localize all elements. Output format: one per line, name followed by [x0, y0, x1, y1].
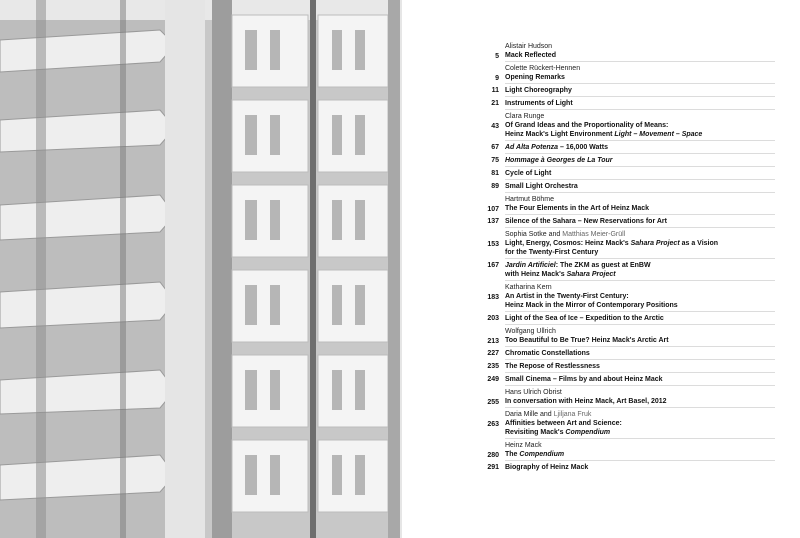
entry-title: Mack Reflected — [505, 52, 556, 59]
artwork-title: Sahara Project — [566, 271, 616, 278]
coauthor-name: Matthias Meier-Grüll — [562, 231, 626, 238]
title-text: Heinz Mack's Light Environment — [505, 131, 615, 138]
page-number: 75 — [491, 157, 499, 164]
entry-title-line — [505, 270, 775, 279]
entry-title: The Repose of Restlessness — [505, 363, 600, 370]
entry-title: Cycle of Light — [505, 170, 552, 177]
title-text: Light, Energy, Cosmos: Heinz Mack's — [505, 240, 631, 247]
toc-entry[interactable] — [491, 180, 775, 193]
entry-title: In conversation with Heinz Mack, Art Basel, 2012 — [505, 398, 667, 405]
title-text: Revisiting Mack's — [505, 429, 566, 436]
toc-entry[interactable] — [491, 110, 775, 141]
entry-title — [505, 450, 775, 459]
artwork-title: Light – Movement – Space — [614, 131, 703, 138]
page-number: 235 — [487, 363, 499, 370]
author-name: Daria Mille — [505, 411, 539, 418]
artwork-title: Hommage à Georges de La Tour — [505, 157, 613, 164]
coauthor-name: Ljiljana Fruk — [553, 411, 592, 418]
toc-entry[interactable] — [491, 154, 775, 167]
entry-title: Light Choreography — [505, 87, 572, 94]
author-joiner: and — [538, 411, 554, 418]
toc-entry[interactable] — [487, 461, 775, 473]
entry-title: Too Beautiful to Be True? Heinz Mack's Arctic Art — [505, 337, 669, 344]
entry-title: Light of the Sea of Ice – Expedition to the Arctic — [505, 315, 664, 322]
artwork-title: Ad Alta Potenza — [505, 144, 559, 151]
toc-entry[interactable] — [491, 167, 775, 180]
page-number: 137 — [487, 218, 499, 225]
entry-author: Heinz Mack — [505, 442, 542, 449]
page-number: 213 — [487, 338, 499, 345]
toc-entry[interactable] — [487, 259, 775, 281]
page-number: 67 — [491, 144, 499, 151]
entry-author: Alistair Hudson — [505, 43, 553, 50]
toc-entry[interactable] — [487, 325, 775, 347]
author-name: Sophia Sotke — [505, 231, 547, 238]
entry-author: Clara Runge — [505, 113, 545, 120]
title-text: : The ZKM as guest at EnBW — [555, 262, 651, 269]
page-number: 21 — [491, 100, 499, 107]
entry-title: Silence of the Sahara – New Reservations for Art — [505, 218, 667, 225]
page-number: 81 — [491, 170, 499, 177]
entry-title-line — [505, 239, 775, 248]
entry-title-line: Heinz Mack in the Mirror of Contemporary Positions — [505, 302, 678, 309]
toc-entry[interactable] — [487, 386, 775, 408]
entry-author: Hans Ulrich Obrist — [505, 389, 562, 396]
author-joiner: and — [546, 231, 563, 238]
toc-entry[interactable] — [495, 40, 775, 62]
page-number: 249 — [487, 376, 499, 383]
entry-title: Small Cinema – Films by and about Heinz Mack — [505, 376, 663, 383]
entry-title-line: for the Twenty-First Century — [505, 249, 599, 256]
artwork-title: Jardin Artificiel — [505, 262, 556, 269]
entry-title: Opening Remarks — [505, 74, 565, 81]
toc-entry[interactable] — [487, 408, 775, 439]
title-text: with Heinz Mack's — [505, 271, 567, 278]
entry-title: The Four Elements in the Art of Heinz Mack — [505, 205, 650, 212]
page-number: 11 — [491, 87, 499, 94]
entry-author: Hartmut Böhme — [505, 196, 555, 203]
page-number: 203 — [487, 315, 499, 322]
toc-entry[interactable] — [491, 141, 775, 154]
entry-title: Chromatic Constellations — [505, 350, 590, 357]
artwork-title: Sahara Project — [630, 240, 680, 247]
entry-title — [505, 143, 775, 152]
toc-entry[interactable] — [487, 347, 775, 360]
page-number: 153 — [487, 241, 499, 248]
entry-title-line: An Artist in the Twenty-First Century: — [505, 293, 629, 300]
toc-entry[interactable] — [487, 373, 775, 386]
page-number: 5 — [495, 53, 499, 60]
toc-entry[interactable] — [487, 281, 775, 312]
entry-title-line — [505, 130, 775, 139]
page-number: 89 — [491, 183, 499, 190]
page-number: 263 — [487, 421, 499, 428]
page-number: 291 — [487, 464, 499, 471]
entry-title: Instruments of Light — [505, 100, 573, 107]
toc-entry[interactable] — [487, 228, 775, 259]
entry-title — [505, 156, 775, 165]
entry-author: Wolfgang Ullrich — [505, 328, 556, 335]
toc-entry[interactable] — [487, 439, 775, 461]
artwork-title: Compendium — [519, 451, 565, 458]
entry-title: Biography of Heinz Mack — [505, 464, 589, 471]
title-text: The — [505, 451, 520, 458]
entry-title-line — [505, 428, 775, 437]
toc-entry[interactable] — [487, 215, 775, 228]
entry-author — [505, 230, 775, 239]
page-number: 107 — [487, 206, 499, 213]
entry-title: Small Light Orchestra — [505, 183, 578, 190]
table-of-contents — [487, 40, 775, 473]
toc-entry[interactable] — [491, 84, 775, 97]
title-text: as a Vision — [679, 240, 719, 247]
toc-entry[interactable] — [495, 62, 775, 84]
page-number: 167 — [487, 262, 499, 269]
page-number: 255 — [487, 399, 499, 406]
toc-entry[interactable] — [487, 193, 775, 215]
toc-entry[interactable] — [487, 312, 775, 325]
entry-title-line — [505, 261, 775, 270]
entry-author: Katharina Kern — [505, 284, 552, 291]
page-number: 227 — [487, 350, 499, 357]
page-number: 183 — [487, 294, 499, 301]
entry-title-line: Of Grand Ideas and the Proportionality of Means: — [505, 122, 669, 129]
title-text: – 16,000 Watts — [558, 144, 608, 151]
toc-entry[interactable] — [491, 97, 775, 110]
page-number: 43 — [491, 123, 499, 130]
entry-author — [505, 410, 775, 419]
artwork-title: Compendium — [565, 429, 611, 436]
page-gutter — [400, 0, 402, 538]
page-number: 280 — [487, 452, 499, 459]
toc-entry[interactable] — [487, 360, 775, 373]
entry-title-line: Affinities between Art and Science: — [505, 420, 622, 427]
page-number: 9 — [495, 75, 499, 82]
entry-author: Colette Rückert-Hennen — [505, 65, 581, 72]
